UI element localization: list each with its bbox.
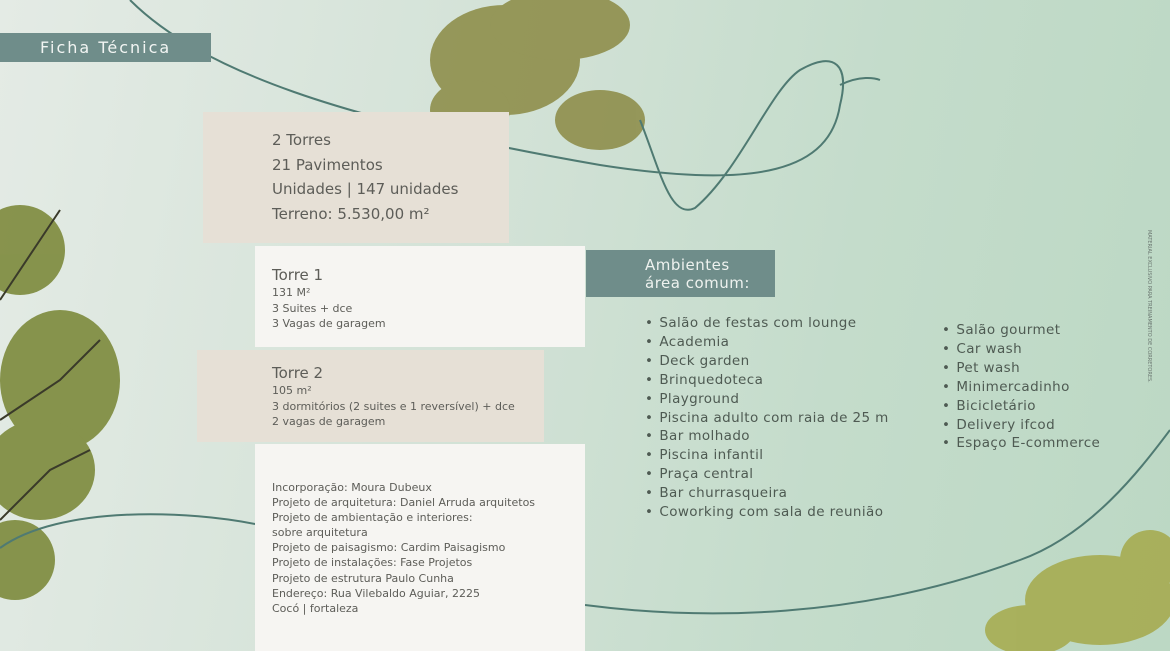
list-item: • Deck garden — [645, 352, 889, 371]
credits-line: Projeto de instalações: Fase Projetos — [272, 556, 473, 570]
torre2-title: Torre 2 — [272, 364, 324, 382]
torre1-detail: 3 Vagas de garagem — [272, 317, 386, 330]
list-item: • Playground — [645, 390, 889, 409]
page-title-text: Ficha Técnica — [40, 38, 172, 57]
torre1-card — [255, 246, 585, 347]
list-item: • Piscina adulto com raia de 25 m — [645, 409, 889, 428]
list-item: • Minimercadinho — [942, 378, 1100, 397]
ambientes-heading-line1: Ambientes — [645, 256, 730, 274]
summary-line: 21 Pavimentos — [272, 155, 383, 174]
ambientes-list-column2 — [942, 321, 1100, 453]
credits-line: Projeto de paisagismo: Cardim Paisagismo — [272, 541, 506, 555]
credits-line: sobre arquitetura — [272, 526, 368, 540]
summary-line: Unidades | 147 unidades — [272, 180, 459, 198]
list-item: • Salão gourmet — [942, 321, 1100, 340]
list-item: • Praça central — [645, 465, 889, 484]
tree-foliage-left — [0, 205, 120, 600]
list-item: • Car wash — [942, 340, 1100, 359]
side-disclaimer: MATERIAL EXCLUSIVO PARA TREINAMENTO DE CORRETORES. — [1146, 230, 1152, 383]
tree-foliage-bottom-right — [985, 530, 1170, 651]
torre2-card — [197, 350, 544, 442]
credits-card — [255, 444, 585, 651]
summary-line: 2 Torres — [272, 131, 331, 149]
ambientes-heading — [586, 250, 775, 297]
list-item: • Academia — [645, 333, 889, 352]
ambientes-list-column1 — [645, 314, 889, 522]
torre1-detail: 131 M² — [272, 286, 311, 299]
credits-line: Incorporação: Moura Dubeux — [272, 481, 432, 494]
ambientes-heading-line2: área comum: — [645, 274, 750, 292]
list-item: • Delivery ifcod — [942, 416, 1100, 435]
list-item: • Bar churrasqueira — [645, 484, 889, 503]
list-item: • Pet wash — [942, 359, 1100, 378]
summary-card — [203, 112, 509, 243]
credits-line: Projeto de ambientação e interiores: — [272, 511, 473, 525]
torre2-detail: 105 m² — [272, 384, 312, 397]
credits-line: Projeto de estrutura Paulo Cunha — [272, 571, 454, 585]
list-item: • Bar molhado — [645, 427, 889, 446]
torre2-detail: 2 vagas de garagem — [272, 415, 386, 428]
credits-line: Cocó | fortaleza — [272, 601, 359, 615]
list-item: • Coworking com sala de reunião — [645, 503, 889, 522]
credits-line: Endereço: Rua Vilebaldo Aguiar, 2225 — [272, 586, 480, 600]
list-item: • Piscina infantil — [645, 446, 889, 465]
torre1-title: Torre 1 — [272, 266, 324, 284]
list-item: • Espaço E-commerce — [942, 434, 1100, 453]
list-item: • Salão de festas com lounge — [645, 314, 889, 333]
torre1-detail: 3 Suites + dce — [272, 301, 353, 315]
page-title — [0, 33, 211, 62]
list-item: • Brinquedoteca — [645, 371, 889, 390]
summary-line: Terreno: 5.530,00 m² — [272, 204, 430, 223]
torre2-detail: 3 dormitórios (2 suites e 1 reversível) + dce — [272, 399, 515, 413]
list-item: • Bicicletário — [942, 397, 1100, 416]
credits-line: Projeto de arquitetura: Daniel Arruda arquitetos — [272, 496, 536, 510]
